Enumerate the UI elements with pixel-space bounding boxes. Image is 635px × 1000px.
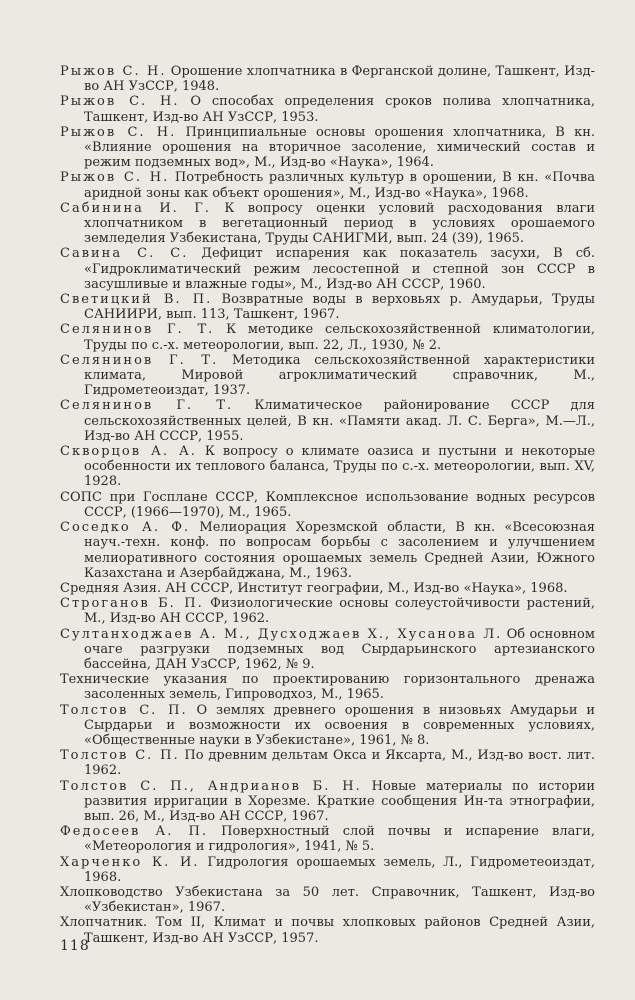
entry-text: СОПС при Госплане СССР, Комплексное использование водных ресурсов СССР, (1966—1970), М., 1965. [60, 489, 595, 520]
entry-text: Принципиальные основы орошения хлопчатника, В кн. «Влияние орошения на вторичное засоление, химический состав и режим подземных вод», М., Изд-во «Наука», 1964. [84, 124, 595, 171]
bibliography-entry [60, 703, 595, 749]
bibliography-entry [60, 201, 595, 247]
entry-text: К вопросу о климате оазиса и пустыни и некоторые особенности их теплового баланса, Труды по с.-х. метеорологии, вып. XV, 1928. [84, 444, 596, 490]
bibliography-entry [60, 520, 595, 581]
bibliography-entry [60, 444, 595, 490]
bibliography-entry [60, 125, 595, 171]
bibliography-entry [60, 246, 595, 292]
bibliography-entry [60, 94, 595, 124]
entry-author: Селянинов Г. Т. [60, 398, 234, 414]
entry-author: Савина С. С. [60, 246, 189, 262]
entry-text: Возвратные воды в верховьях р. Амударьи, Труды САНИИРИ, вып. 113, Ташкент, 1967. [84, 292, 595, 323]
entry-text: Хлопководство Узбекистана за 50 лет. Справочник, Ташкент, Изд-во «Узбекистан», 1967. [60, 884, 595, 916]
entry-author: Селянинов Г. Т. [60, 352, 219, 368]
entry-author: Светицкий В. П. [60, 292, 213, 308]
entry-text: О способах определения сроков полива хлопчатника, Ташкент, Изд-во АН УзССР, 1953. [84, 94, 595, 125]
entry-text: По древним дельтам Окса и Яксарта, М., Изд-во вост. лит. 1962. [84, 748, 596, 779]
entry-text: Мелиорация Хорезмской области, В кн. «Всесоюзная науч.-техн. конф. по вопросам борьбы с засолением и улучшением мелиоративного состояния орошаемых земель Средней Азии, Южного Казахстана и Азербайджана, М., 1963. [84, 520, 595, 581]
bibliography-entry [60, 672, 595, 702]
entry-text: Гидрология орошаемых земель, Л., Гидрометеоиздат, 1968. [84, 854, 595, 885]
bibliography-entry [60, 824, 595, 854]
bibliography-entry [60, 915, 595, 945]
entry-author: Федосеев А. П. [60, 824, 208, 840]
bibliography-entry [60, 398, 595, 444]
entry-text: К методике сельскохозяйственной климатологии, Труды по с.-х. метеорологии, вып. 22, Л., 1930, № 2. [84, 322, 595, 353]
bibliography-entry [60, 64, 595, 94]
entry-author: Сабинина И. Г. [60, 200, 211, 216]
bibliography-entry [60, 779, 595, 825]
entry-author: Скворцов А. А. [60, 444, 197, 460]
bibliography-entry [60, 627, 595, 673]
bibliography-list [60, 64, 595, 946]
bibliography-entry [60, 322, 595, 352]
bibliography-entry [60, 353, 595, 399]
entry-author: Строганов Б. П. [60, 596, 204, 612]
entry-text: Дефицит испарения как показатель засухи, В сб. «Гидроклиматический режим лесостепной и степной зон СССР в засушливые и влажные годы», М., Изд-во АН СССР, 1960. [84, 246, 595, 292]
entry-text: Методика сельскохозяйственной характеристики климата, Мировой агроклиматический справочник, М., Гидрометеоиздат, 1937. [84, 352, 596, 399]
entry-text: Новые материалы по истории развития ирригации в Хорезме. Краткие сообщения Ин-та этнографии, вып. 26, М., Изд-во АН СССР, 1967. [84, 778, 595, 824]
bibliography-entry [60, 170, 595, 200]
entry-text: Физиологические основы солеустойчивости растений, М., Изд-во АН СССР, 1962. [84, 596, 596, 627]
bibliography-entry [60, 885, 595, 915]
entry-author: Рыжов С. Н. [60, 170, 170, 186]
entry-text: Климатическое районирование СССР для сельскохозяйственных целей, В кн. «Памяти акад. Л. С. Берга», М.—Л., Изд-во АН СССР, 1955. [84, 398, 595, 444]
entry-text: Потребность различных культур в орошении, В кн. «Почва аридной зоны как объект орошения», М., Изд-во «Наука», 1968. [84, 170, 595, 201]
entry-author: Харченко К. И. [60, 854, 200, 870]
entry-author: Толстов С. П., Андрианов Б. Н. [60, 778, 362, 794]
entry-text: Технические указания по проектированию горизонтального дренажа засоленных земель, Гипроводхоз, М., 1965. [60, 672, 595, 703]
entry-text: Средняя Азия. АН СССР, Институт географии, М., Изд-во «Наука», 1968. [60, 580, 568, 596]
entry-text: Хлопчатник. Том II, Климат и почвы хлопковых районов Средней Азии, Ташкент, Изд-во АН УзССР, 1957. [60, 915, 595, 946]
entry-text: Орошение хлопчатника в Ферганской долине, Ташкент, Изд-во АН УзССР, 1948. [84, 64, 595, 95]
entry-author: Толстов С. П. [60, 748, 180, 764]
bibliography-entry [60, 855, 595, 885]
bibliography-entry [60, 490, 595, 520]
entry-text: Об основном очаге разгрузки подземных вод Сырдарьинского артезианского бассейна, ДАН УзССР, 1962, № 9. [84, 626, 595, 672]
entry-author: Рыжов С. Н. [60, 94, 180, 110]
page-number: 118 [60, 938, 90, 954]
entry-text: О землях древнего орошения в низовьях Амударьи и Сырдарьи и возможности их освоения в современных условиях, «Общественные науки в Узбекистане», 1961, № 8. [84, 702, 596, 748]
bibliography-entry [60, 748, 595, 778]
bibliography-entry [60, 292, 595, 322]
entry-author: Соседко А. Ф. [60, 520, 191, 536]
entry-text: Поверхностный слой почвы и испарение влаги, «Метеорология и гидрология», 1941, № 5. [84, 824, 595, 855]
entry-author: Селянинов Г. Т. [60, 322, 215, 338]
bibliography-entry [60, 581, 595, 596]
entry-author: Рыжов С. Н. [60, 124, 177, 140]
entry-author: Толстов С. П. [60, 702, 188, 718]
entry-text: К вопросу оценки условий расходования влаги хлопчатником в вегетационный период в условиях орошаемого земледелия Узбекистана, Труды САНИГМИ, вып. 24 (39), 1965. [84, 200, 595, 247]
entry-author: Рыжов С. Н. [60, 64, 167, 79]
bibliography-entry [60, 596, 595, 626]
entry-author: Султанходжаев А. М., Дусходжаев Х., Хусанова Л. [60, 626, 503, 642]
